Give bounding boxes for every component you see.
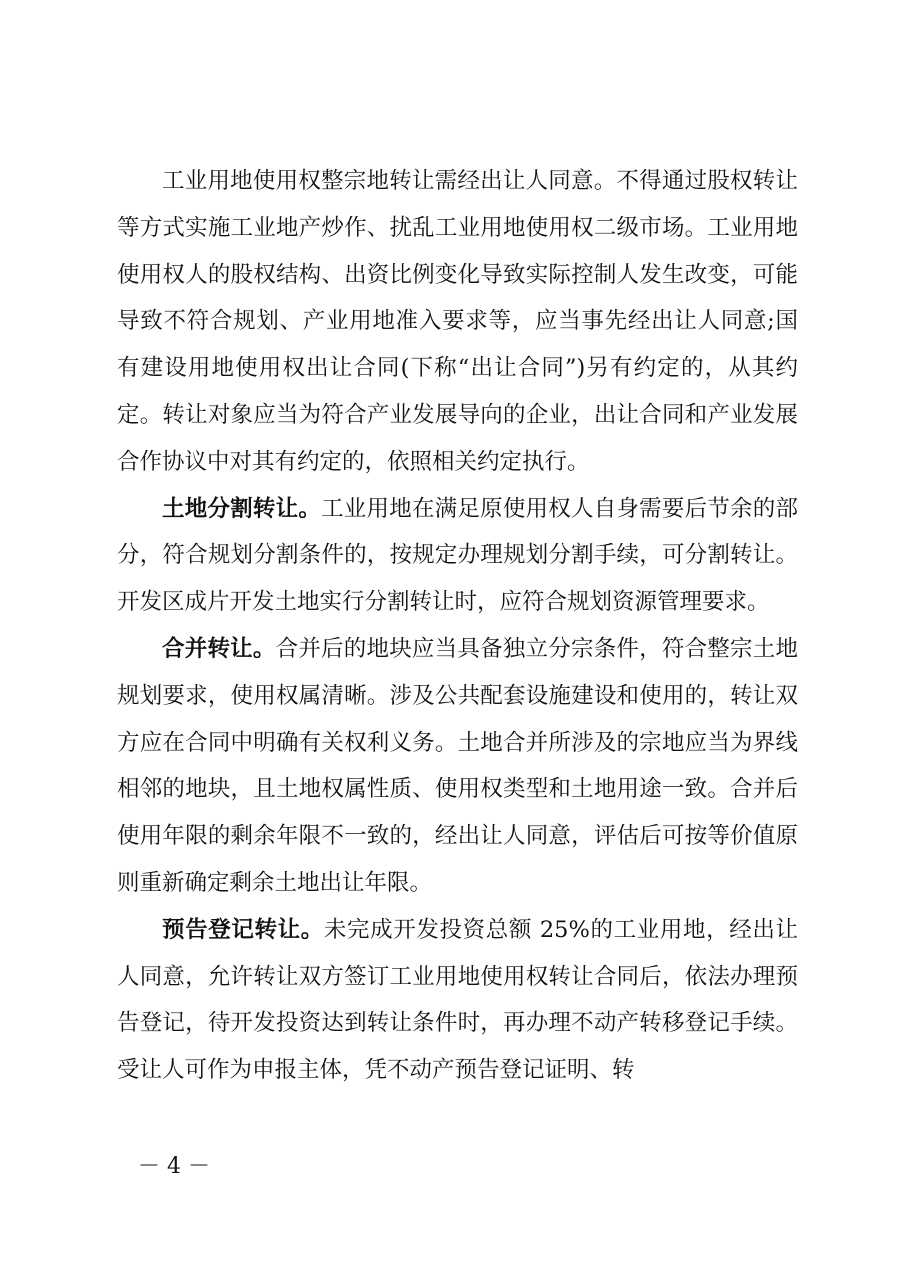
body-text <box>117 158 798 1094</box>
paragraph-lead: 土地分割转让。 <box>162 495 322 522</box>
paragraph-text: 工业用地在满足原使用权人自身需要后节余的部分，符合规划分割条件的，按规定办理规划分割手续，可分割转让。开发区成片开发土地实行分割转让时，应符合规划资源管理要求。 <box>117 495 798 616</box>
paragraph-lead: 合并转让。 <box>162 635 276 662</box>
paragraph-merger-transfer <box>117 626 798 907</box>
paragraph-lead: 预告登记转让。 <box>162 916 324 943</box>
paragraph-advance-registration-transfer <box>117 907 798 1094</box>
page-number: － 4 － <box>138 1154 210 1179</box>
paragraph-text: 工业用地使用权整宗地转让需经出让人同意。不得通过股权转让等方式实施工业地产炒作、扰乱工业用地使用权二级市场。工业用地使用权人的股权结构、出资比例变化导致实际控制人发生改变，可能导致不符合规划、产业用地准入要求等，应当事先经出让人同意;国有建设用地使用权出让合同(下称“出让合同”)另有约定的，从其约定。转让对象应当为符合产业发展导向的企业，出让合同和产业发展合作协议中对其有约定的，依照相关约定执行。 <box>117 168 798 475</box>
paragraph-text: 合并后的地块应当具备独立分宗条件，符合整宗土地规划要求，使用权属清晰。涉及公共配套设施建设和使用的，转让双方应在合同中明确有关权利义务。土地合并所涉及的宗地应当为界线相邻的地块，且土地权属性质、使用权类型和土地用途一致。合并后使用年限的剩余年限不一致的，经出让人同意，评估后可按等价值原则重新确定剩余土地出让年限。 <box>117 635 798 896</box>
paragraph-whole-parcel-transfer <box>117 158 798 486</box>
paragraph-text: 未完成开发投资总额 25%的工业用地，经出让人同意，允许转让双方签订工业用地使用权转让合同后，依法办理预告登记，待开发投资达到转让条件时，再办理不动产转移登记手续。受让人可作为申报主体，凭不动产预告登记证明、转 <box>117 916 798 1084</box>
paragraph-land-division-transfer <box>117 486 798 626</box>
